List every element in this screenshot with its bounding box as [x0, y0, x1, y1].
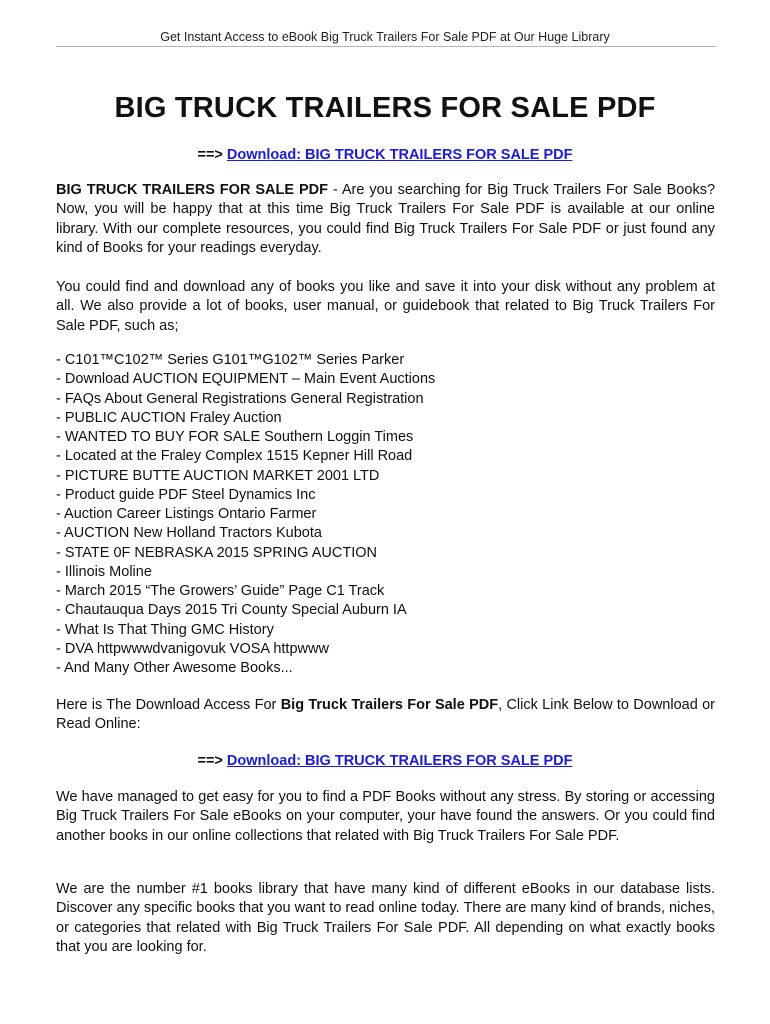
book-list-item: - FAQs About General Registrations General Registration	[56, 390, 424, 407]
book-list-item: - Auction Career Listings Ontario Farmer	[56, 506, 317, 522]
intro-paragraph	[56, 181, 715, 259]
download-link-bottom[interactable]: Download: BIG TRUCK TRAILERS FOR SALE PDF	[226, 753, 573, 769]
book-list-item: - WANTED TO BUY FOR SALE Southern Loggin Times	[56, 429, 414, 445]
download-line-top	[0, 146, 770, 164]
book-list-item: - AUCTION New Holland Tractors Kubota	[56, 525, 322, 542]
book-list-item: - And Many Other Awesome Books...	[56, 660, 293, 676]
download-arrow: ==>	[197, 753, 223, 769]
book-list-item: - Illinois Moline	[56, 563, 152, 580]
book-list-item: - C101™C102™ Series G101™G102™ Series Parker	[56, 352, 405, 368]
number-one-paragraph: We are the number #1 books library that have many kind of different eBooks in our database lists. Discover any specific books that you want to read online today. There are many kind of brands, niches, or categories that related with Big Truck Trailers For Sale PDF. All depending on what exactly books that you are looking for.	[56, 881, 715, 956]
download-link-top[interactable]: Download: BIG TRUCK TRAILERS FOR SALE PDF	[226, 147, 573, 163]
book-list-item: - PUBLIC AUCTION Fraley Auction	[56, 409, 282, 426]
page-title: BIG TRUCK TRAILERS FOR SALE PDF	[114, 92, 656, 124]
book-list-item: - What Is That Thing GMC History	[56, 621, 274, 638]
access-text-after: , Click Link Below to Download or Read Online:	[56, 697, 715, 733]
related-books-list	[56, 351, 435, 678]
download-arrow: ==>	[197, 147, 223, 163]
related-books-paragraph: You could find and download any of books you like and save it into your disk without any problem at all. We also provide a lot of books, user manual, or guidebook that related to Big Truck Trailers For Sale PDF, such as;	[56, 279, 715, 334]
book-list-item: - Download AUCTION EQUIPMENT – Main Event Auctions	[56, 371, 436, 388]
access-bold-title: Big Truck Trailers For Sale PDF	[280, 697, 499, 713]
book-list-item: - DVA httpwwwdvanigovuk VOSA httpwww	[56, 640, 329, 657]
library-paragraph: We have managed to get easy for you to find a PDF Books without any stress. By storing or accessing Big Truck Trailers For Sale eBooks on your computer, your have found the answers. Or you could find another books in our online collections that related with Big Truck Trailers For Sale PDF.	[56, 789, 715, 844]
header-divider	[56, 46, 716, 47]
book-list-item: - STATE 0F NEBRASKA 2015 SPRING AUCTION	[56, 544, 377, 561]
book-list-item: - Chautauqua Days 2015 Tri County Special Auburn IA	[56, 602, 407, 619]
intro-text: - Are you searching for Big Truck Trailers For Sale Books? Now, you will be happy that at this time Big Truck Trailers For Sale PDF is available at our online library. With our complete resources, you could find Big Truck Trailers For Sale PDF or just found any kind of Books for your readings everyday.	[56, 182, 716, 257]
download-line-bottom	[0, 752, 770, 770]
page-header: Get Instant Access to eBook Big Truck Trailers For Sale PDF at Our Huge Library	[160, 30, 610, 44]
access-text-before: Here is The Download Access For	[56, 697, 281, 713]
book-list-item: - PICTURE BUTTE AUCTION MARKET 2001 LTD	[56, 467, 380, 484]
book-list-item: - Located at the Fraley Complex 1515 Kepner Hill Road	[56, 448, 413, 465]
book-list-item: - March 2015 “The Growers’ Guide” Page C1 Track	[56, 583, 385, 599]
intro-bold-lead: BIG TRUCK TRAILERS FOR SALE PDF	[56, 182, 328, 198]
book-list-item: - Product guide PDF Steel Dynamics Inc	[56, 486, 316, 503]
access-paragraph	[56, 696, 715, 735]
